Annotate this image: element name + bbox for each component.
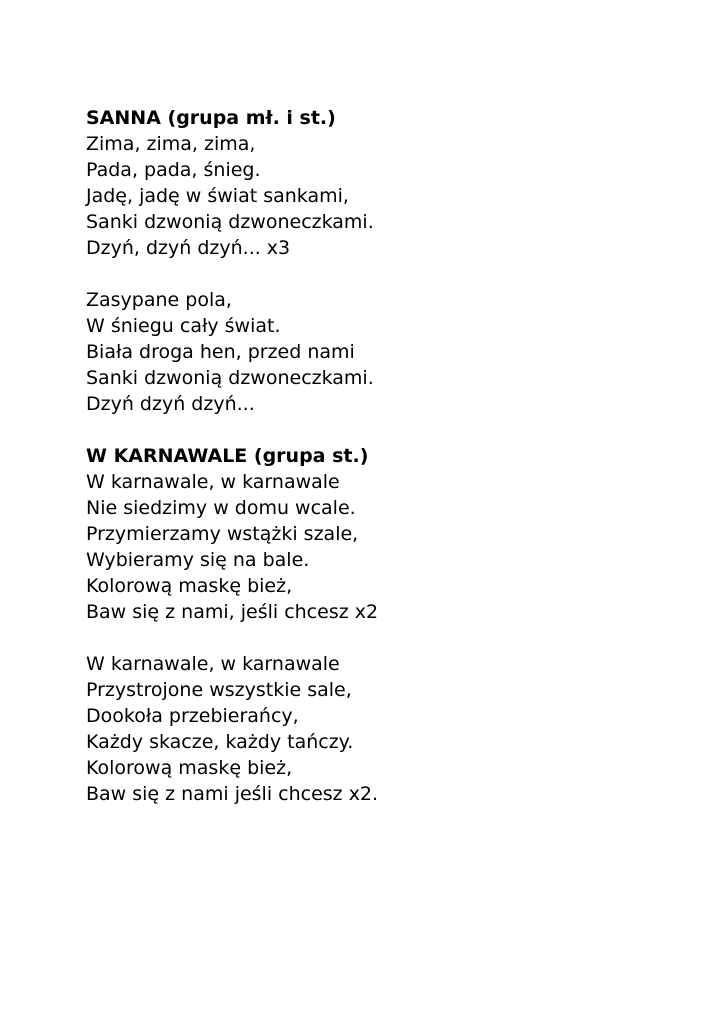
lyric-line: Sanki dzwonią dzwoneczkami. bbox=[86, 211, 374, 233]
lyric-line: W śniegu cały świat. bbox=[86, 315, 281, 337]
stanza bbox=[86, 651, 686, 807]
lyric-line: Kolorową maskę bież, bbox=[86, 575, 293, 597]
lyric-line: Dzyń dzyń dzyń... bbox=[86, 393, 255, 415]
song-title: W KARNAWALE (grupa st.) bbox=[86, 445, 369, 467]
document-content bbox=[86, 105, 686, 807]
lyric-line: Kolorową maskę bież, bbox=[86, 757, 293, 779]
stanza bbox=[86, 131, 686, 261]
lyric-line: W karnawale, w karnawale bbox=[86, 653, 340, 675]
lyric-line: Każdy skacze, każdy tańczy. bbox=[86, 731, 354, 753]
lyric-line: Przystrojone wszystkie sale, bbox=[86, 679, 352, 701]
lyric-line: Sanki dzwonią dzwoneczkami. bbox=[86, 367, 374, 389]
song-w-karnawale bbox=[86, 443, 686, 807]
lyric-line: Zima, zima, zima, bbox=[86, 133, 256, 155]
song-title: SANNA (grupa mł. i st.) bbox=[86, 107, 336, 129]
lyric-line: W karnawale, w karnawale bbox=[86, 471, 340, 493]
lyric-line: Biała droga hen, przed nami bbox=[86, 341, 355, 363]
stanza bbox=[86, 469, 686, 625]
lyric-line: Wybieramy się na bale. bbox=[86, 549, 310, 571]
lyric-line: Jadę, jadę w świat sankami, bbox=[86, 185, 349, 207]
song-sanna bbox=[86, 105, 686, 417]
stanza bbox=[86, 287, 686, 417]
lyric-line: Pada, pada, śnieg. bbox=[86, 159, 261, 181]
lyric-line: Baw się z nami, jeśli chcesz x2 bbox=[86, 601, 379, 623]
lyric-line: Dookoła przebierańcy, bbox=[86, 705, 299, 727]
lyric-line: Zasypane pola, bbox=[86, 289, 232, 311]
lyric-line: Nie siedzimy w domu wcale. bbox=[86, 497, 356, 519]
lyric-line: Baw się z nami jeśli chcesz x2. bbox=[86, 783, 379, 805]
lyric-line: Przymierzamy wstążki szale, bbox=[86, 523, 359, 545]
lyric-line: Dzyń, dzyń dzyń... x3 bbox=[86, 237, 291, 259]
